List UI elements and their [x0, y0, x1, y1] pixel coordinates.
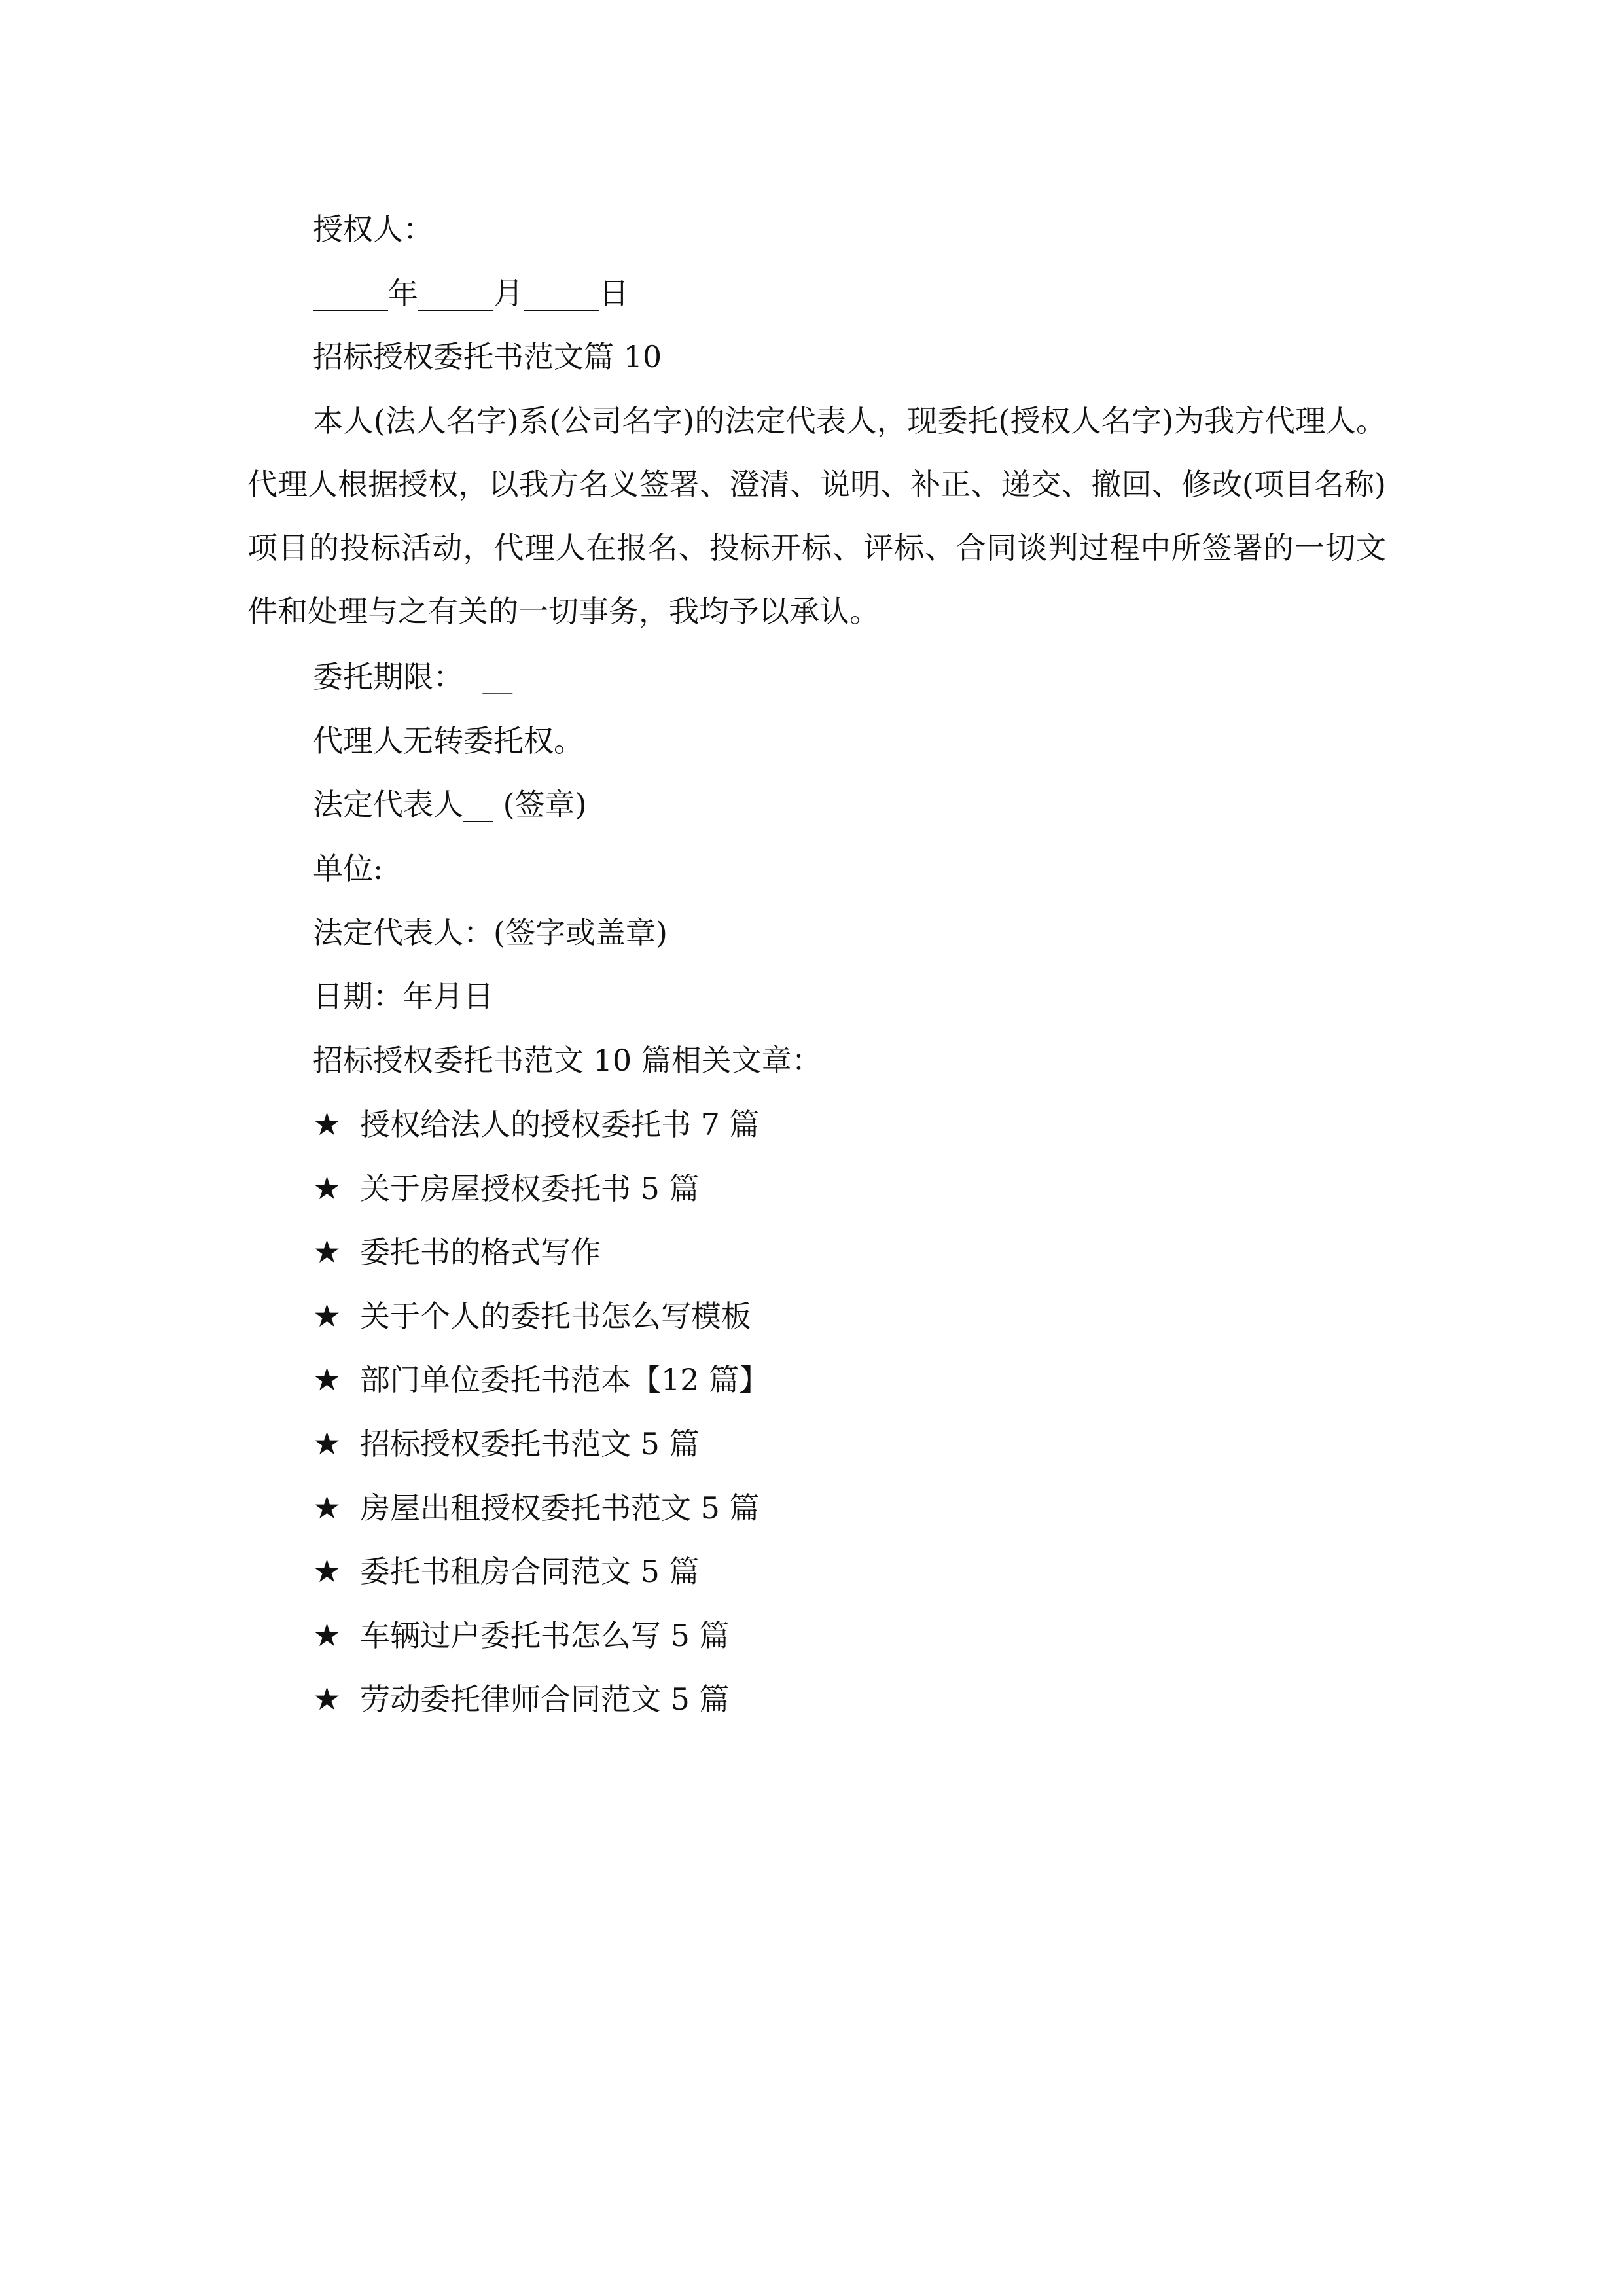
- legal-rep-seal-line: 法定代表人__ (签章): [313, 787, 587, 822]
- list-item[interactable]: [313, 1616, 769, 1680]
- related-link[interactable]: 授权给法人的授权委托书 7 篇: [360, 1107, 760, 1142]
- related-link[interactable]: 部门单位委托书范本【12 篇】: [360, 1362, 770, 1398]
- list-item[interactable]: [313, 1169, 769, 1233]
- related-link[interactable]: 委托书租房合同范文 5 篇: [360, 1554, 700, 1590]
- term-label: 委托期限： __: [313, 659, 513, 694]
- date-label: 日期：年月日: [313, 978, 493, 1014]
- star-icon: ★: [313, 1106, 342, 1143]
- list-item[interactable]: [313, 1552, 769, 1616]
- section-title: 招标授权委托书范文篇 10: [313, 339, 662, 374]
- related-link[interactable]: 车辆过户委托书怎么写 5 篇: [360, 1617, 730, 1653]
- related-link[interactable]: 招标授权委托书范文 5 篇: [360, 1426, 700, 1462]
- legal-rep-sign-line: 法定代表人：(签字或盖章): [313, 915, 668, 950]
- related-link[interactable]: 房屋出租授权委托书范文 5 篇: [360, 1490, 760, 1526]
- related-link[interactable]: 劳动委托律师合同范文 5 篇: [360, 1681, 730, 1717]
- star-icon: ★: [313, 1297, 342, 1335]
- star-icon: ★: [313, 1489, 342, 1526]
- list-item[interactable]: [313, 1679, 769, 1744]
- related-articles-list: [313, 1105, 769, 1744]
- list-item[interactable]: [313, 1424, 769, 1488]
- list-item[interactable]: [313, 1297, 769, 1361]
- list-item[interactable]: [313, 1488, 769, 1552]
- star-icon: ★: [313, 1361, 342, 1399]
- star-icon: ★: [313, 1170, 342, 1207]
- star-icon: ★: [313, 1553, 342, 1590]
- list-item[interactable]: [313, 1105, 769, 1169]
- unit-label: 单位:: [313, 851, 383, 886]
- related-link[interactable]: 关于个人的委托书怎么写模板: [360, 1298, 751, 1334]
- body-paragraph: 本人(法人名字)系(公司名字)的法定代表人，现委托(授权人名字)为我方代理人。代理人根据授权，以我方名义签署、澄清、说明、补正、递交、撤回、修改(项目名称)项目的投标活动，代理人在报名、投标开标、评标、合同谈判过程中所签署的一切文件和处理与之有关的一切事务，我均予以承认。: [247, 403, 1386, 629]
- date-blanks: _____年_____月_____日: [313, 276, 629, 311]
- no-subdelegation-text: 代理人无转委托权。: [313, 723, 584, 759]
- grantor-label: 授权人：: [313, 211, 433, 247]
- star-icon: ★: [313, 1425, 342, 1462]
- star-icon: ★: [313, 1681, 342, 1718]
- related-link[interactable]: 委托书的格式写作: [360, 1234, 601, 1270]
- related-link[interactable]: 关于房屋授权委托书 5 篇: [360, 1170, 700, 1206]
- list-item[interactable]: [313, 1232, 769, 1297]
- star-icon: ★: [313, 1234, 342, 1271]
- list-item[interactable]: [313, 1360, 769, 1424]
- star-icon: ★: [313, 1617, 342, 1654]
- related-heading: 招标授权委托书范文 10 篇相关文章：: [313, 1043, 822, 1078]
